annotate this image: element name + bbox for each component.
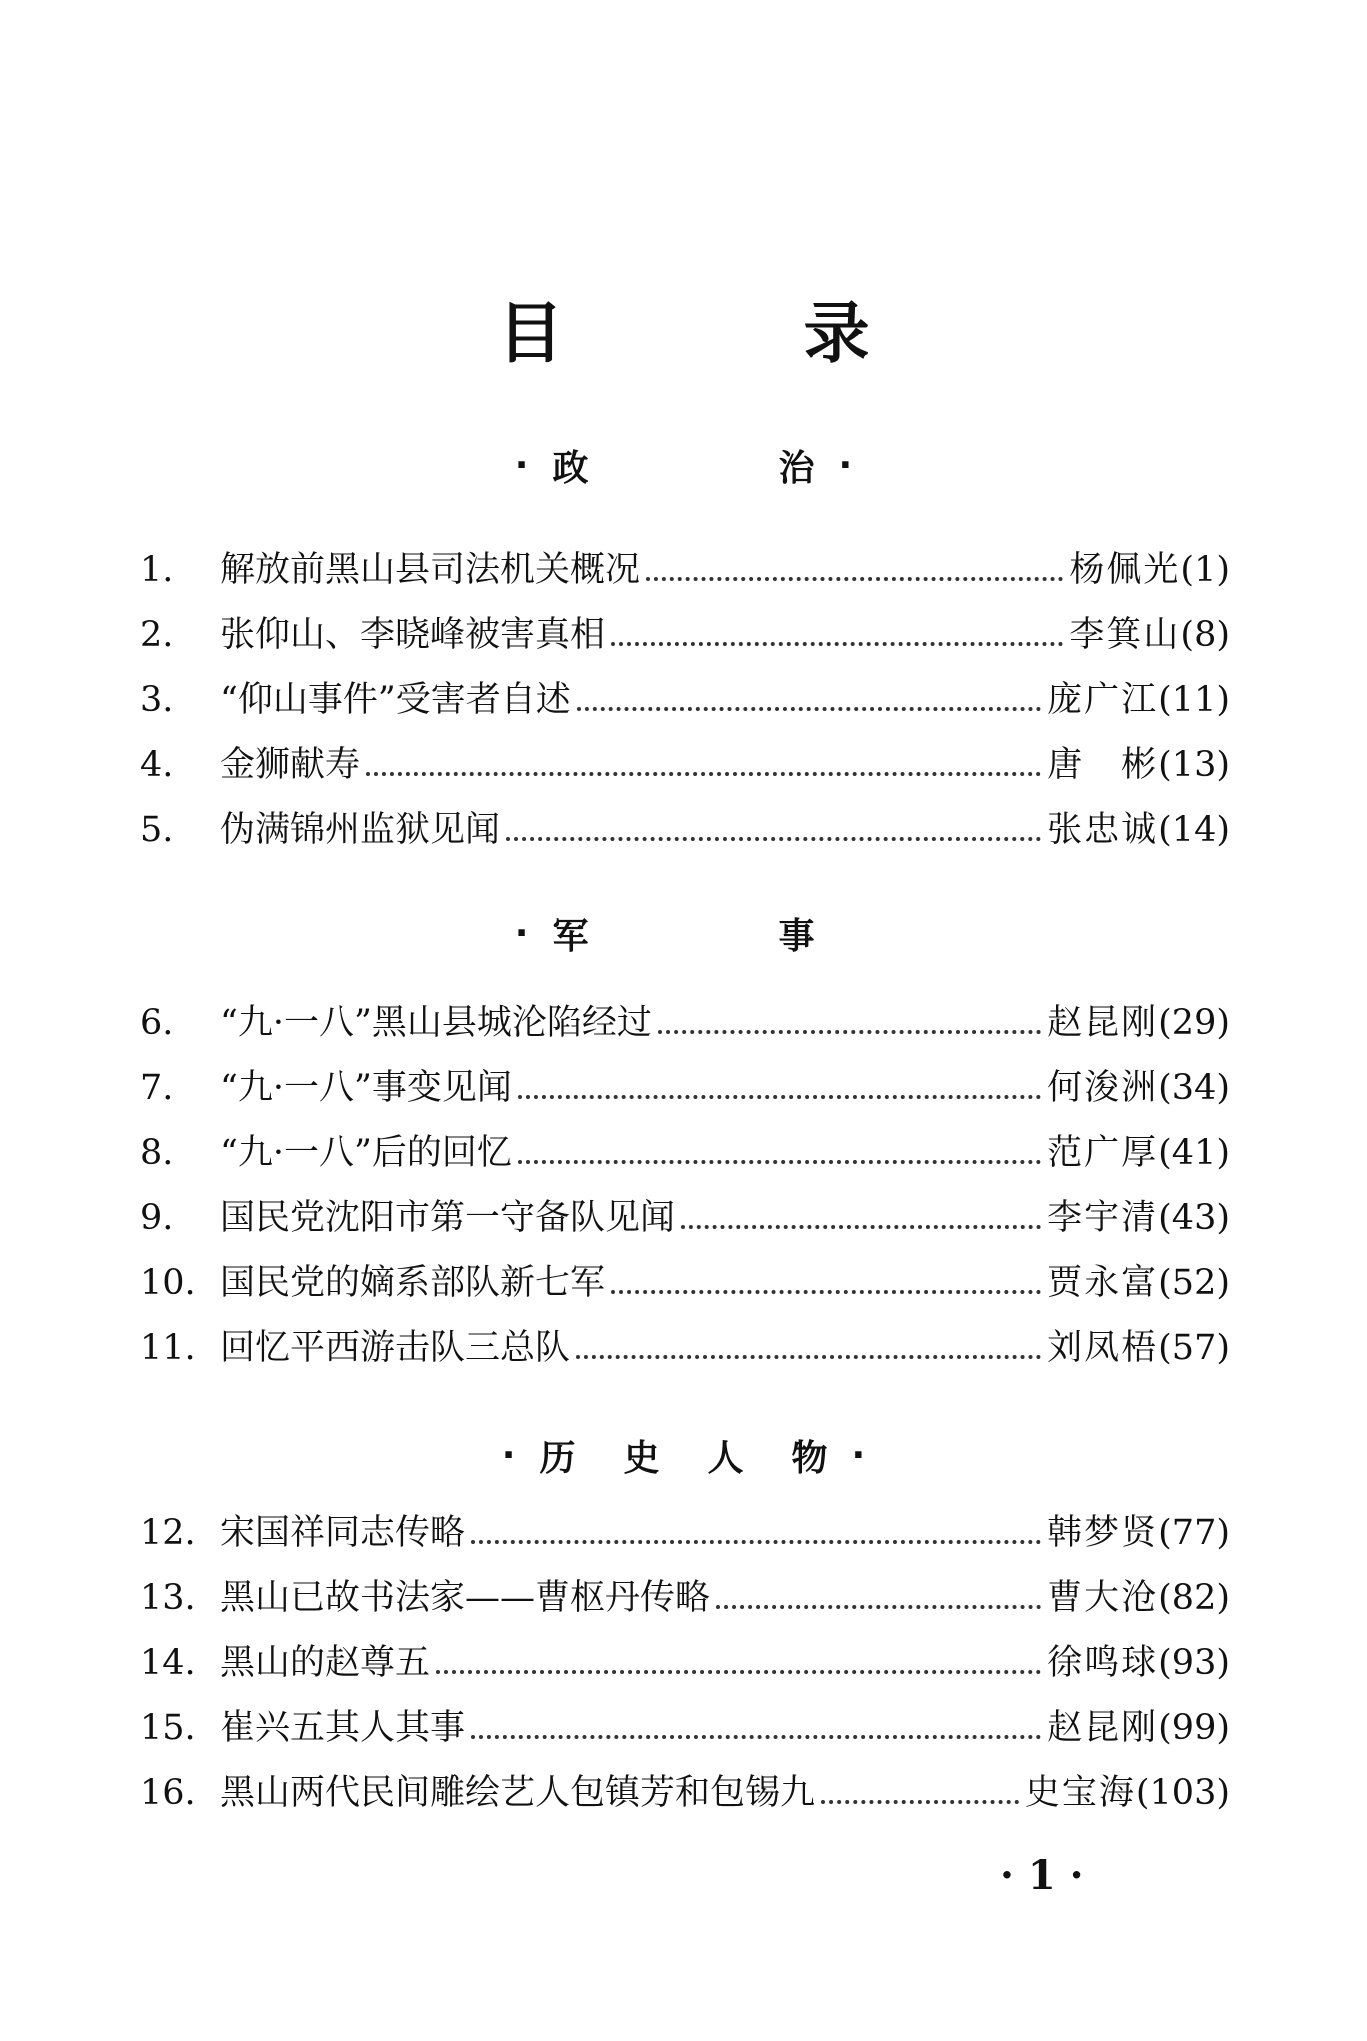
dot-leader <box>577 707 1041 711</box>
entry-author: 何浚洲 <box>1047 1068 1159 1108</box>
entry-author: 唐 彬 <box>1047 745 1159 785</box>
section-heading-politics <box>0 440 1367 491</box>
entry-title: “九·一八”黑山县城沦陷经过 <box>220 1003 652 1043</box>
dot-leader <box>471 1735 1041 1739</box>
dot-leader <box>518 1095 1041 1099</box>
bullet-dot: · <box>514 913 529 954</box>
toc-entry[interactable] <box>140 1765 1230 1830</box>
entry-author: 赵昆刚 <box>1047 1708 1159 1748</box>
section-heading-char: 政 <box>552 448 589 489</box>
entry-title: “九·一八”后的回忆 <box>220 1133 512 1173</box>
toc-list-politics <box>140 542 1230 867</box>
entry-title: “仰山事件”受害者自述 <box>220 680 571 720</box>
toc-entry[interactable] <box>140 1570 1230 1635</box>
entry-number: 13. <box>140 1578 196 1618</box>
entry-page: (93) <box>1158 1643 1230 1683</box>
toc-entry[interactable] <box>140 802 1230 867</box>
toc-entry[interactable] <box>140 672 1230 737</box>
entry-number: 8. <box>140 1133 174 1173</box>
toc-entry[interactable] <box>140 1505 1230 1570</box>
entry-title: 黑山的赵尊五 <box>220 1643 431 1683</box>
entry-author: 贾永富 <box>1047 1263 1159 1303</box>
dot-leader <box>506 837 1041 841</box>
entry-page: (8) <box>1180 615 1230 655</box>
entry-page: (14) <box>1158 810 1230 850</box>
toc-entry[interactable] <box>140 1190 1230 1255</box>
page-title-char: 目 <box>497 295 564 372</box>
entry-title: 解放前黑山县司法机关概况 <box>220 550 641 590</box>
entry-number: 4. <box>140 745 174 785</box>
entry-page: (103) <box>1135 1773 1230 1813</box>
dot-leader <box>576 1355 1041 1359</box>
toc-entry[interactable] <box>140 1060 1230 1125</box>
section-heading-history-figures <box>0 1430 1367 1481</box>
dot-leader <box>611 1290 1041 1294</box>
entry-page: (29) <box>1158 1003 1230 1043</box>
entry-title: 金狮献寿 <box>220 745 361 785</box>
entry-page: (82) <box>1158 1578 1230 1618</box>
entry-number: 3. <box>140 680 174 720</box>
entry-author: 徐鸣球 <box>1047 1643 1159 1683</box>
entry-number: 15. <box>140 1708 196 1748</box>
dot-leader <box>518 1160 1041 1164</box>
entry-number: 16. <box>140 1773 196 1813</box>
dot-leader <box>646 577 1063 581</box>
dot-leader <box>681 1225 1041 1229</box>
entry-title: 张仰山、李晓峰被害真相 <box>220 615 606 655</box>
toc-entry[interactable] <box>140 1635 1230 1700</box>
dot-leader <box>611 642 1063 646</box>
dot-leader <box>436 1670 1041 1674</box>
toc-entry[interactable] <box>140 542 1230 607</box>
entry-page: (13) <box>1158 745 1230 785</box>
dot-leader <box>658 1030 1041 1034</box>
bullet-dot: · <box>501 1435 516 1476</box>
entry-number: 6. <box>140 1003 174 1043</box>
page-number: · 1 · <box>1000 1852 1084 1899</box>
toc-list-history-figures <box>140 1505 1230 1830</box>
entry-author: 刘凤梧 <box>1047 1328 1159 1368</box>
entry-title: 伪满锦州监狱见闻 <box>220 810 501 850</box>
section-heading-military <box>0 908 1367 959</box>
toc-entry[interactable] <box>140 1125 1230 1190</box>
entry-title: “九·一八”事变见闻 <box>220 1068 512 1108</box>
bullet-dot: · <box>514 445 529 486</box>
entry-number: 14. <box>140 1643 196 1683</box>
entry-title: 黑山已故书法家——曹枢丹传略 <box>220 1578 711 1618</box>
toc-entry[interactable] <box>140 995 1230 1060</box>
entry-number: 7. <box>140 1068 174 1108</box>
dot-leader <box>471 1540 1041 1544</box>
entry-number: 12. <box>140 1513 196 1553</box>
entry-number: 2. <box>140 615 174 655</box>
section-heading-char: 物 <box>791 1438 828 1479</box>
entry-title: 黑山两代民间雕绘艺人包镇芳和包锡九 <box>220 1773 816 1813</box>
section-heading-char: 史 <box>623 1438 660 1479</box>
toc-list-military <box>140 995 1230 1385</box>
entry-number: 10. <box>140 1263 196 1303</box>
section-heading-char: 人 <box>707 1438 744 1479</box>
toc-entry[interactable] <box>140 737 1230 802</box>
entry-page: (57) <box>1158 1328 1230 1368</box>
bullet-dot: · <box>838 445 853 486</box>
entry-number: 9. <box>140 1198 174 1238</box>
toc-entry[interactable] <box>140 607 1230 672</box>
entry-page: (99) <box>1158 1708 1230 1748</box>
entry-number: 11. <box>140 1328 196 1368</box>
page-title-char: 录 <box>803 295 870 372</box>
entry-number: 5. <box>140 810 174 850</box>
entry-author: 赵昆刚 <box>1047 1003 1159 1043</box>
entry-title: 崔兴五其人其事 <box>220 1708 466 1748</box>
entry-page: (77) <box>1158 1513 1230 1553</box>
entry-number: 1. <box>140 550 174 590</box>
entry-page: (11) <box>1158 680 1230 720</box>
entry-author: 张忠诚 <box>1047 810 1159 850</box>
entry-title: 回忆平西游击队三总队 <box>220 1328 571 1368</box>
entry-page: (34) <box>1158 1068 1230 1108</box>
entry-page: (43) <box>1158 1198 1230 1238</box>
entry-title: 国民党沈阳市第一守备队见闻 <box>220 1198 676 1238</box>
entry-author: 杨佩光 <box>1069 550 1181 590</box>
toc-entry[interactable] <box>140 1700 1230 1765</box>
bullet-dot: · <box>851 1435 866 1476</box>
dot-leader <box>821 1800 1019 1804</box>
entry-author: 韩梦贤 <box>1047 1513 1159 1553</box>
entry-author: 李箕山 <box>1069 615 1181 655</box>
entry-page: (41) <box>1158 1133 1230 1173</box>
entry-author: 范广厚 <box>1047 1133 1159 1173</box>
section-heading-char: 事 <box>778 916 815 957</box>
toc-entry[interactable] <box>140 1320 1230 1385</box>
section-heading-char: 历 <box>539 1438 576 1479</box>
section-heading-char: 军 <box>552 916 589 957</box>
page-title <box>0 280 1367 375</box>
entry-title: 国民党的嫡系部队新七军 <box>220 1263 606 1303</box>
dot-leader <box>716 1605 1041 1609</box>
entry-author: 李宇清 <box>1047 1198 1159 1238</box>
entry-page: (1) <box>1180 550 1230 590</box>
section-heading-char: 治 <box>778 448 815 489</box>
toc-entry[interactable] <box>140 1255 1230 1320</box>
entry-author: 庞广江 <box>1047 680 1159 720</box>
dot-leader <box>366 772 1041 776</box>
entry-page: (52) <box>1158 1263 1230 1303</box>
entry-author: 曹大沧 <box>1047 1578 1159 1618</box>
entry-author: 史宝海 <box>1024 1773 1136 1813</box>
entry-title: 宋国祥同志传略 <box>220 1513 466 1553</box>
